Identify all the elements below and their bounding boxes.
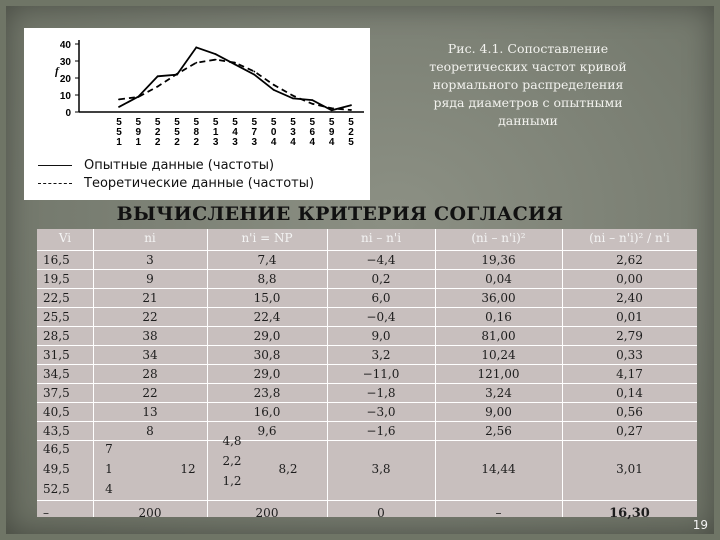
merged-np-sum: 8,2 xyxy=(278,462,298,476)
x-tick-label: 4 xyxy=(309,137,316,148)
merged-np-cell: 4,8 xyxy=(222,434,242,448)
experimental-point xyxy=(215,53,217,55)
table-cell: 31,5 xyxy=(43,348,70,362)
y-tick-label: 10 xyxy=(59,91,71,102)
table-cell: 16,0 xyxy=(253,405,281,419)
table-cell: 2,40 xyxy=(616,291,643,305)
table-cell: 6,0 xyxy=(371,291,391,305)
table-cell: 10,24 xyxy=(481,348,516,362)
table-row-divider xyxy=(37,345,697,346)
table-cell: 9,00 xyxy=(485,405,512,419)
table-row-divider xyxy=(37,364,697,365)
table-cell: 9,6 xyxy=(257,424,277,438)
table-total-cell: 0 xyxy=(377,506,385,520)
table-row-divider xyxy=(37,421,697,422)
table-cell: 38 xyxy=(142,329,158,343)
table-header-cell: n'i = NP xyxy=(241,231,293,245)
merged-n-sum: 12 xyxy=(180,462,196,476)
theoretical-point xyxy=(195,62,197,64)
caption-line: ряда диаметров с опытными xyxy=(433,95,623,110)
table-total-cell: – xyxy=(43,506,49,520)
table-cell: 28 xyxy=(142,367,158,381)
table-cell: 16,5 xyxy=(43,253,70,267)
x-tick-label: 0 xyxy=(270,127,277,138)
theoretical-point xyxy=(273,84,275,86)
table-header-cell: Vi xyxy=(58,231,72,245)
table-cell: 15,0 xyxy=(253,291,281,305)
table-row-divider xyxy=(37,269,697,270)
experimental-point xyxy=(118,106,120,108)
x-tick-label: 2 xyxy=(193,137,200,148)
table-cell: −3,0 xyxy=(366,405,396,419)
x-tick-label: 6 xyxy=(309,127,316,138)
table-cell: 2,79 xyxy=(616,329,643,343)
table-row-divider xyxy=(37,500,697,501)
table-cell: 30,8 xyxy=(253,348,281,362)
x-tick-label: 3 xyxy=(212,137,219,148)
table-cell: 0,00 xyxy=(616,272,643,286)
table-cell: 7,4 xyxy=(257,253,277,267)
table-cell: 0,14 xyxy=(616,386,643,400)
x-tick-label: 3 xyxy=(251,137,258,148)
table-row-divider xyxy=(37,383,697,384)
x-tick-label: 5 xyxy=(328,117,335,128)
table-cell: 23,8 xyxy=(253,386,281,400)
table-total-cell: 16,30 xyxy=(609,506,650,521)
table-cell: 0,16 xyxy=(485,310,512,324)
caption-line: данными xyxy=(498,113,558,128)
theoretical-point xyxy=(215,59,217,61)
experimental-series-line xyxy=(119,47,351,110)
table-cell: 0,27 xyxy=(616,424,643,438)
table-cell: 121,00 xyxy=(477,367,520,381)
x-tick-label: 4 xyxy=(328,137,335,148)
table-row-divider xyxy=(37,307,697,308)
merged-n-cell: 4 xyxy=(105,482,113,496)
y-tick-label: 0 xyxy=(65,108,71,119)
table-row-divider xyxy=(37,440,697,441)
experimental-point xyxy=(157,75,159,77)
caption-line: Рис. 4.1. Сопоставление xyxy=(447,41,609,56)
theoretical-point xyxy=(311,103,313,105)
theoretical-point xyxy=(253,71,255,73)
y-tick-label: 40 xyxy=(59,40,71,51)
experimental-point xyxy=(311,99,313,101)
x-tick-label: 4 xyxy=(232,127,238,138)
merged-sq: 14,44 xyxy=(481,462,516,476)
table-cell: 9 xyxy=(146,272,154,286)
legend-solid-swatch xyxy=(38,165,72,166)
merged-diff: 3,8 xyxy=(371,462,391,476)
theoretical-point xyxy=(118,99,120,101)
merged-v-cell: 52,5 xyxy=(43,482,70,496)
table-cell: 19,36 xyxy=(481,253,516,267)
y-tick-label: 30 xyxy=(59,57,71,68)
table-cell: 37,5 xyxy=(43,386,70,400)
x-tick-label: 5 xyxy=(154,117,161,128)
table-cell: 13 xyxy=(142,405,158,419)
x-tick-label: 3 xyxy=(232,137,238,148)
x-tick-label: 5 xyxy=(174,117,180,128)
table-cell: 21 xyxy=(142,291,158,305)
x-tick-label: 9 xyxy=(328,127,335,138)
x-tick-label: 4 xyxy=(290,137,296,148)
table-cell: 28,5 xyxy=(43,329,70,343)
slide-title: ВЫЧИСЛЕНИЕ КРИТЕРИЯ СОГЛАСИЯ xyxy=(116,203,564,225)
table-cell: 25,5 xyxy=(43,310,70,324)
table-cell: 0,56 xyxy=(616,405,643,419)
x-tick-label: 5 xyxy=(174,127,180,138)
x-tick-label: 7 xyxy=(251,127,258,138)
experimental-point xyxy=(195,47,197,49)
table-cell: 3 xyxy=(146,253,154,267)
x-tick-label: 2 xyxy=(174,137,180,148)
experimental-point xyxy=(331,109,333,111)
x-tick-label: 2 xyxy=(154,127,161,138)
experimental-point xyxy=(273,89,275,91)
x-tick-label: 5 xyxy=(290,117,296,128)
theoretical-point xyxy=(234,62,236,64)
table-cell: 29,0 xyxy=(253,367,281,381)
x-tick-label: 5 xyxy=(251,117,258,128)
theoretical-point xyxy=(137,96,139,98)
merged-ratio: 3,01 xyxy=(616,462,643,476)
chart-legend xyxy=(38,156,314,192)
table-cell: −1,6 xyxy=(366,424,396,438)
table-cell: 29,0 xyxy=(253,329,281,343)
legend-experimental xyxy=(38,156,314,174)
table-row-divider xyxy=(37,402,697,403)
caption-line: нормального распределения xyxy=(432,77,624,92)
x-tick-label: 1 xyxy=(212,127,219,138)
table-cell: 0,01 xyxy=(616,310,643,324)
table-cell: 8,8 xyxy=(257,272,277,286)
table-total-cell: 200 xyxy=(255,506,279,520)
table-cell: 3,2 xyxy=(371,348,391,362)
table-cell: −11,0 xyxy=(362,367,400,381)
x-tick-label: 5 xyxy=(232,117,238,128)
legend-theoretical xyxy=(38,174,314,192)
table-total-cell: – xyxy=(495,506,502,520)
x-tick-label: 1 xyxy=(135,137,142,148)
table-cell: 2,56 xyxy=(485,424,512,438)
table-cell: 19,5 xyxy=(43,272,70,286)
caption-line: теоретических частот кривой xyxy=(429,59,627,74)
x-tick-label: 9 xyxy=(135,127,142,138)
table-row-divider xyxy=(37,288,697,289)
x-tick-label: 3 xyxy=(290,127,296,138)
table-cell: 22 xyxy=(142,386,158,400)
table-cell: −1,8 xyxy=(366,386,396,400)
legend-experimental-label: Опытные данные (частоты) xyxy=(84,157,275,173)
x-tick-label: 5 xyxy=(212,117,219,128)
merged-n-cell: 1 xyxy=(105,462,113,476)
figure-caption xyxy=(400,40,656,130)
y-tick-label: 20 xyxy=(59,74,71,85)
merged-np-cell: 1,2 xyxy=(222,474,242,488)
table-cell: 34 xyxy=(142,348,158,362)
table-header-cell: (ni – n'i)² xyxy=(471,231,526,245)
frequency-chart xyxy=(24,28,370,200)
table-cell: 3,24 xyxy=(485,386,512,400)
table-cell: 36,00 xyxy=(481,291,516,305)
x-tick-label: 2 xyxy=(348,127,354,138)
table-header-cell: ni xyxy=(144,231,156,245)
table-cell: 8 xyxy=(146,424,154,438)
table-total-cell: 200 xyxy=(138,506,162,520)
table-cell: 22,4 xyxy=(253,310,281,324)
theoretical-point xyxy=(350,109,352,111)
x-tick-label: 5 xyxy=(116,117,122,128)
x-tick-label: 5 xyxy=(116,127,122,138)
x-tick-label: 5 xyxy=(348,137,354,148)
table-cell: 22 xyxy=(142,310,158,324)
chi-square-table xyxy=(37,229,697,521)
theoretical-point xyxy=(157,86,159,88)
experimental-point xyxy=(350,104,352,106)
table-cell: 0,33 xyxy=(616,348,643,362)
merged-n-cell: 7 xyxy=(105,442,113,456)
experimental-point xyxy=(234,64,236,66)
x-tick-label: 5 xyxy=(309,117,316,128)
experimental-point xyxy=(292,98,294,100)
x-tick-label: 4 xyxy=(270,137,277,148)
experimental-point xyxy=(253,74,255,76)
theoretical-point xyxy=(176,73,178,75)
table-cell: −4,4 xyxy=(366,253,396,267)
x-tick-label: 8 xyxy=(193,127,200,138)
legend-theoretical-label: Теоретические данные (частоты) xyxy=(84,175,315,191)
table-cell: 22,5 xyxy=(43,291,70,305)
table-cell: −0,4 xyxy=(366,310,396,324)
table-cell: 4,17 xyxy=(616,367,643,381)
table-cell: 43,5 xyxy=(43,424,70,438)
table-cell: 40,5 xyxy=(43,405,70,419)
table-row-divider xyxy=(37,326,697,327)
x-tick-label: 5 xyxy=(135,117,142,128)
table-cell: 9,0 xyxy=(371,329,391,343)
table-row-divider xyxy=(37,250,697,251)
table-cell: 34,5 xyxy=(43,367,70,381)
table-header-cell: ni – n'i xyxy=(360,231,402,245)
page-number: 19 xyxy=(692,518,708,532)
table-cell: 0,04 xyxy=(485,272,512,286)
merged-np-cell: 2,2 xyxy=(222,454,242,468)
merged-v-cell: 49,5 xyxy=(43,462,70,476)
y-axis-label: f xyxy=(55,65,59,78)
x-tick-label: 2 xyxy=(154,137,161,148)
legend-dashed-swatch xyxy=(38,183,72,184)
x-tick-label: 5 xyxy=(193,117,200,128)
theoretical-point xyxy=(292,95,294,97)
x-tick-label: 5 xyxy=(348,117,354,128)
merged-v-cell: 46,5 xyxy=(43,442,70,456)
x-tick-label: 5 xyxy=(270,117,277,128)
table-cell: 2,62 xyxy=(616,253,643,267)
x-tick-label: 1 xyxy=(116,137,122,148)
table-header-cell: (ni – n'i)² / n'i xyxy=(589,231,670,245)
table-cell: 81,00 xyxy=(481,329,516,343)
theoretical-point xyxy=(331,107,333,109)
table-cell: 0,2 xyxy=(371,272,391,286)
